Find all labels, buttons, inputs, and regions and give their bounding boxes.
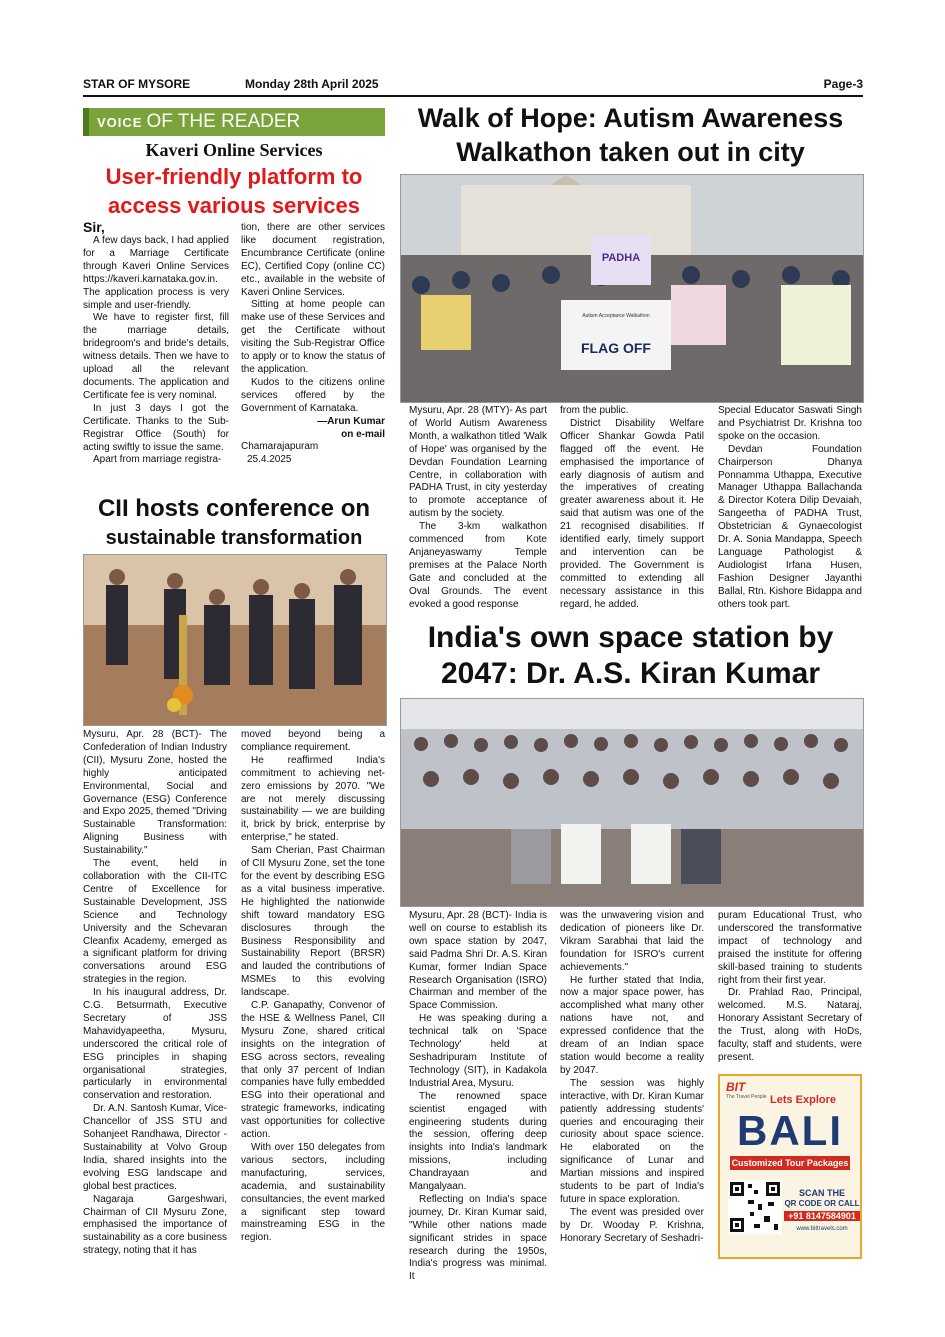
walk-column-1 — [409, 405, 547, 612]
article-paragraph: from the public. — [560, 405, 629, 416]
page-number: Page-3 — [823, 77, 863, 91]
article-paragraph: Nagaraja Gargeshwari, Chairman of CII Mysuru Zone, emphasised the importance of sustainability as a core business strategy, noting that it has — [83, 1193, 227, 1257]
space-photo — [400, 698, 864, 907]
ad-logo-sub: The Travel People — [726, 1094, 767, 1100]
article-paragraph: was the unwavering vision and dedication of pioneers like Dr. Vikram Sarabhai that laid the foundation for ISRO's current achievements." — [560, 910, 704, 973]
article-paragraph: Dr. Prahlad Rao, Principal, welcomed. M.S. Nataraj, Honorary Assistant Secretary of the Trust, along with HoDs, faculty, staff and students, were present. — [718, 987, 862, 1063]
article-paragraph: Mysuru, Apr. 28 (BCT)- The Confederation of Indian Industry (CII), Mysuru Zone, hosted the highly anticipated Environmental, Social and Governance (ESG) Conference and Expo 2025, themed "Driving Sustainable Transformation: Aligning Business with Sustainability." — [83, 729, 227, 857]
qr-code-icon[interactable] — [728, 1180, 782, 1234]
letter-paragraph: Sitting at home people can make use of these Services and get the Certificate without visiting the Sub-Registrar Office to apply or to know the status of the application. — [241, 299, 385, 375]
issue-date: Monday 28th April 2025 — [245, 77, 379, 91]
space-col1-text — [409, 910, 547, 1284]
space-col2-text — [560, 910, 704, 1246]
walk-column-3 — [718, 405, 862, 612]
article-paragraph: Mysuru, Apr. 28 (MTY)- As part of World Autism Awareness Month, a walkathon titled 'Walk of Hope' was organised by the Devdan Foundation Learning Centre, in collaboration with PADHA Trust, in city yesterday to promote acceptance of autism by the society. — [409, 405, 547, 520]
ad-website[interactable]: www.bittravels.com — [796, 1226, 848, 1232]
space-col3-text — [718, 910, 862, 1065]
article-paragraph: The 3-km walkathon commenced from Kote Anjaneyaswamy Temple premises at the Palace North Gate and concluded at the Oval Grounds. The event evoked a good response — [409, 521, 547, 610]
article-paragraph: He reaffirmed India's commitment to achieving net-zero emissions by 2070. "We are not merely discussing sustainability — we are building it, brick by brick, enterprise by enterprise," he stated. — [241, 754, 385, 844]
space-headline-line1: India's own space station by — [427, 621, 834, 654]
article-paragraph: With over 150 delegates from various sectors, including manufacturing, services, academia, and sustainability consultancies, the event marked a significant step toward mainstreaming ESG in the region. — [241, 1142, 385, 1244]
article-paragraph: The renowned space scientist engaged with engineering students during the session, offering deep insights into India's landmark missions, including Chandrayaan and Mangalyaan. — [409, 1090, 547, 1193]
article-paragraph: Special Educator Saswati Singh and Psychiatrist Dr. Krishna too spoke on the occasion. — [718, 405, 862, 442]
walk-banner-text: FLAG OFF — [581, 340, 651, 356]
article-paragraph: Sam Cherian, Past Chairman of CII Mysuru Zone, set the tone for the event by describing ESG as a vital business imperative. He highlighted the nationwide shift toward mandatory ESG disclosures through the Business Responsibility and Sustainability Report (BRSR) and lauded the contributions of MSMEs to this evolving landscape. — [241, 845, 385, 999]
letter-paragraph: We have to register first, fill the marriage details, bridegroom's and bride's details, witness details. Then we have to upload all the relevant documents. The application and Certificate fee is very nominal. — [83, 312, 229, 401]
article-paragraph: The event was presided over by Dr. Wooday P. Krishna, Honorary Secretary of Seshadri- — [560, 1206, 704, 1244]
walk-col2-text — [560, 405, 704, 612]
letter-author: —Arun Kumar — [317, 415, 385, 427]
cii-lamp-lighting-illustration — [84, 555, 386, 725]
walk-column-2 — [560, 405, 704, 612]
article-paragraph: Reflecting on India's space journey, Dr. Kiran Kumar said, "While other nations made significant strides in space research during the 1950s, India's progress was minimal. It — [409, 1193, 547, 1283]
letter-salutation: Sir, — [83, 219, 105, 235]
space-column-2 — [560, 910, 704, 1246]
letter-paragraph: Apart from marriage registra- — [93, 454, 222, 466]
article-paragraph: Dr. A.N. Santosh Kumar, Vice-Chancellor of JSS STU and Sohanjeet Randhawa, Director - Sustainability at Volvo Group India, shared insights into the evolving ESG landscape and global best practices. — [83, 1103, 227, 1192]
walkathon-crowd-illustration — [401, 175, 863, 402]
article-paragraph: puram Educational Trust, who underscored the transformative impact of technology and praised the institute for offering skill-based training to students right from their first year. — [718, 910, 862, 986]
ad-title: BALI — [737, 1107, 843, 1154]
ad-tagline: Lets Explore — [769, 1094, 837, 1106]
ad-band: Customized Tour Packages — [731, 1158, 849, 1168]
cii-headline-line2: sustainable transformation — [105, 527, 363, 549]
ad-scan-line1: SCAN THE — [798, 1188, 845, 1198]
letter-paragraph: Kudos to the citizens online services offered by the Government of Karnataka. — [241, 376, 385, 414]
letter-place: Chamarajapuram — [241, 441, 319, 453]
article-paragraph: The event, held in collaboration with the CII-ITC Centre of Excellence for Sustainable Development, JSS Science and Technology University and the Schevaran Cleanfix Academy, emerged as a significant platform for driving conversations around ESG strategies in the region. — [83, 858, 227, 986]
article-paragraph: moved beyond being a compliance requirement. — [241, 729, 385, 753]
article-paragraph: District Disability Welfare Officer Shankar Gowda Patil flagged off the event. He emphasised the importance of early diagnosis of autism and the imperatives of creating greater awareness about it. He said that autism was one of the 21 recognised disabilities. If identified early, timely support and intervention can be provided. The Government is committed to extending all necessary assistance in this regard, he added. — [560, 417, 704, 610]
walk-col1-text — [409, 405, 547, 612]
voice-title: OF THE READER — [146, 111, 301, 132]
letter-paragraph: In just 3 days I got the Certificate. Thanks to the Sub-Registrar Office (South) for acting swiftly to issue the same. — [83, 402, 229, 453]
paper-name: STAR OF MYSORE — [83, 77, 191, 91]
ad-scan-line2: QR CODE OR CALL — [784, 1199, 860, 1208]
masthead — [83, 77, 863, 93]
article-paragraph: The session was highly interactive, with Dr. Kiran Kumar patiently addressing students' queries and encouraging their curiosity about space science. He elaborated on the significance of Lunar and Martian missions and inspired students to be part of India's future in space exploration. — [560, 1077, 704, 1205]
ad-logo: BIT — [726, 1080, 746, 1094]
cii-col1-text — [83, 729, 227, 1258]
article-paragraph: In his inaugural address, Dr. C.G. Betsurmath, Executive Secretary of JSS Mahavidyapeetha, Mysuru, underscored the critical role of ESG principles in shaping organisational strategies, particularly in environmental conservation and restoration. — [83, 987, 227, 1102]
space-column-1 — [409, 910, 547, 1284]
letter-subject: Kaveri Online Services — [145, 140, 323, 160]
cii-column-1 — [83, 729, 227, 1258]
space-column-3 — [718, 910, 862, 1065]
cii-column-2 — [241, 729, 385, 1245]
article-paragraph: Devdan Foundation Chairperson Dhanya Ponnamma Uthappa, Executive Manager Uthappa Ballachanda & Director Kotera Dilip Devaiah, Sangeetha of PADHA Trust, Obstetrician & Gynaecologist Dr. A. Sonia Mandappa, Speech Language Pathologist & Audiologist Irfana Husen, Fashion Designer Jayanthi Ballal, Rtn. Kishore Bidappa and others took part. — [718, 443, 862, 610]
walk-photo — [400, 174, 864, 403]
letter-column-1 — [83, 219, 229, 467]
letter-paragraph: A few days back, I had applied for a Marriage Certificate through Kaveri Online Services https://kaveri.karnataka.gov.in. The application process is very simple and user-friendly. — [83, 235, 229, 311]
cii-photo — [83, 554, 387, 726]
letter-column-2 — [241, 222, 385, 467]
article-paragraph: Mysuru, Apr. 28 (BCT)- India is well on course to establish its own space station by 2047, said Padma Shri Dr. A.S. Kiran Kumar, former Indian Space Research Organisation (ISRO) Chairman and member of the Space Commission. — [409, 910, 547, 1012]
space-headline-line2: 2047: Dr. A.S. Kiran Kumar — [440, 657, 821, 690]
walk-banner-small-text: Autism Acceptance Walkathon — [582, 313, 650, 319]
letter-date: 25.4.2025 — [247, 454, 292, 466]
voice-banner — [83, 108, 385, 136]
letter-paragraph: tion, there are other services like document registration, Encumbrance Certificate (online EC), Certified Copy (online CC) etc., available in the website of Kaveri Online Services. — [241, 222, 385, 298]
walk-placard-text: PADHA — [601, 252, 641, 264]
walk-headline: Walk of Hope: Autism Awareness Walkathon taken out in city — [417, 103, 844, 167]
ad-phone[interactable]: +91 8147584901 — [784, 1211, 860, 1221]
article-paragraph: He further stated that India, now a major space power, has accomplished what many other nations have not, and expressed confidence that the dream of an Indian space station would become a reality by 2047. — [560, 974, 704, 1076]
article-paragraph: He was speaking during a technical talk on 'Space Technology' held at Seshadripuram Institute of Technology (SIT), in Kadakola Industrial Area, Mysuru. — [409, 1013, 547, 1089]
cii-headline-line1: CII hosts conference on — [97, 495, 371, 522]
letter-headline: User-friendly platform to access various services — [105, 164, 363, 218]
walk-col3-text — [718, 405, 862, 612]
cii-col2-text — [241, 729, 385, 1245]
masthead-rule — [83, 95, 863, 97]
bali-advertisement[interactable] — [718, 1074, 862, 1259]
space-group-photo-illustration — [401, 699, 863, 906]
letter-via: on e-mail — [341, 428, 385, 440]
voice-kicker: VOICE — [97, 115, 143, 130]
article-paragraph: C.P. Ganapathy, Convenor of the HSE & Wellness Panel, CII Mysuru Zone, shared critical insights on the integration of ESG across sectors, revealing that only 37 percent of Indian companies have fully embedded ESG into their operational and strategic frameworks, indicating vast opportunities for collective action. — [241, 1000, 385, 1141]
